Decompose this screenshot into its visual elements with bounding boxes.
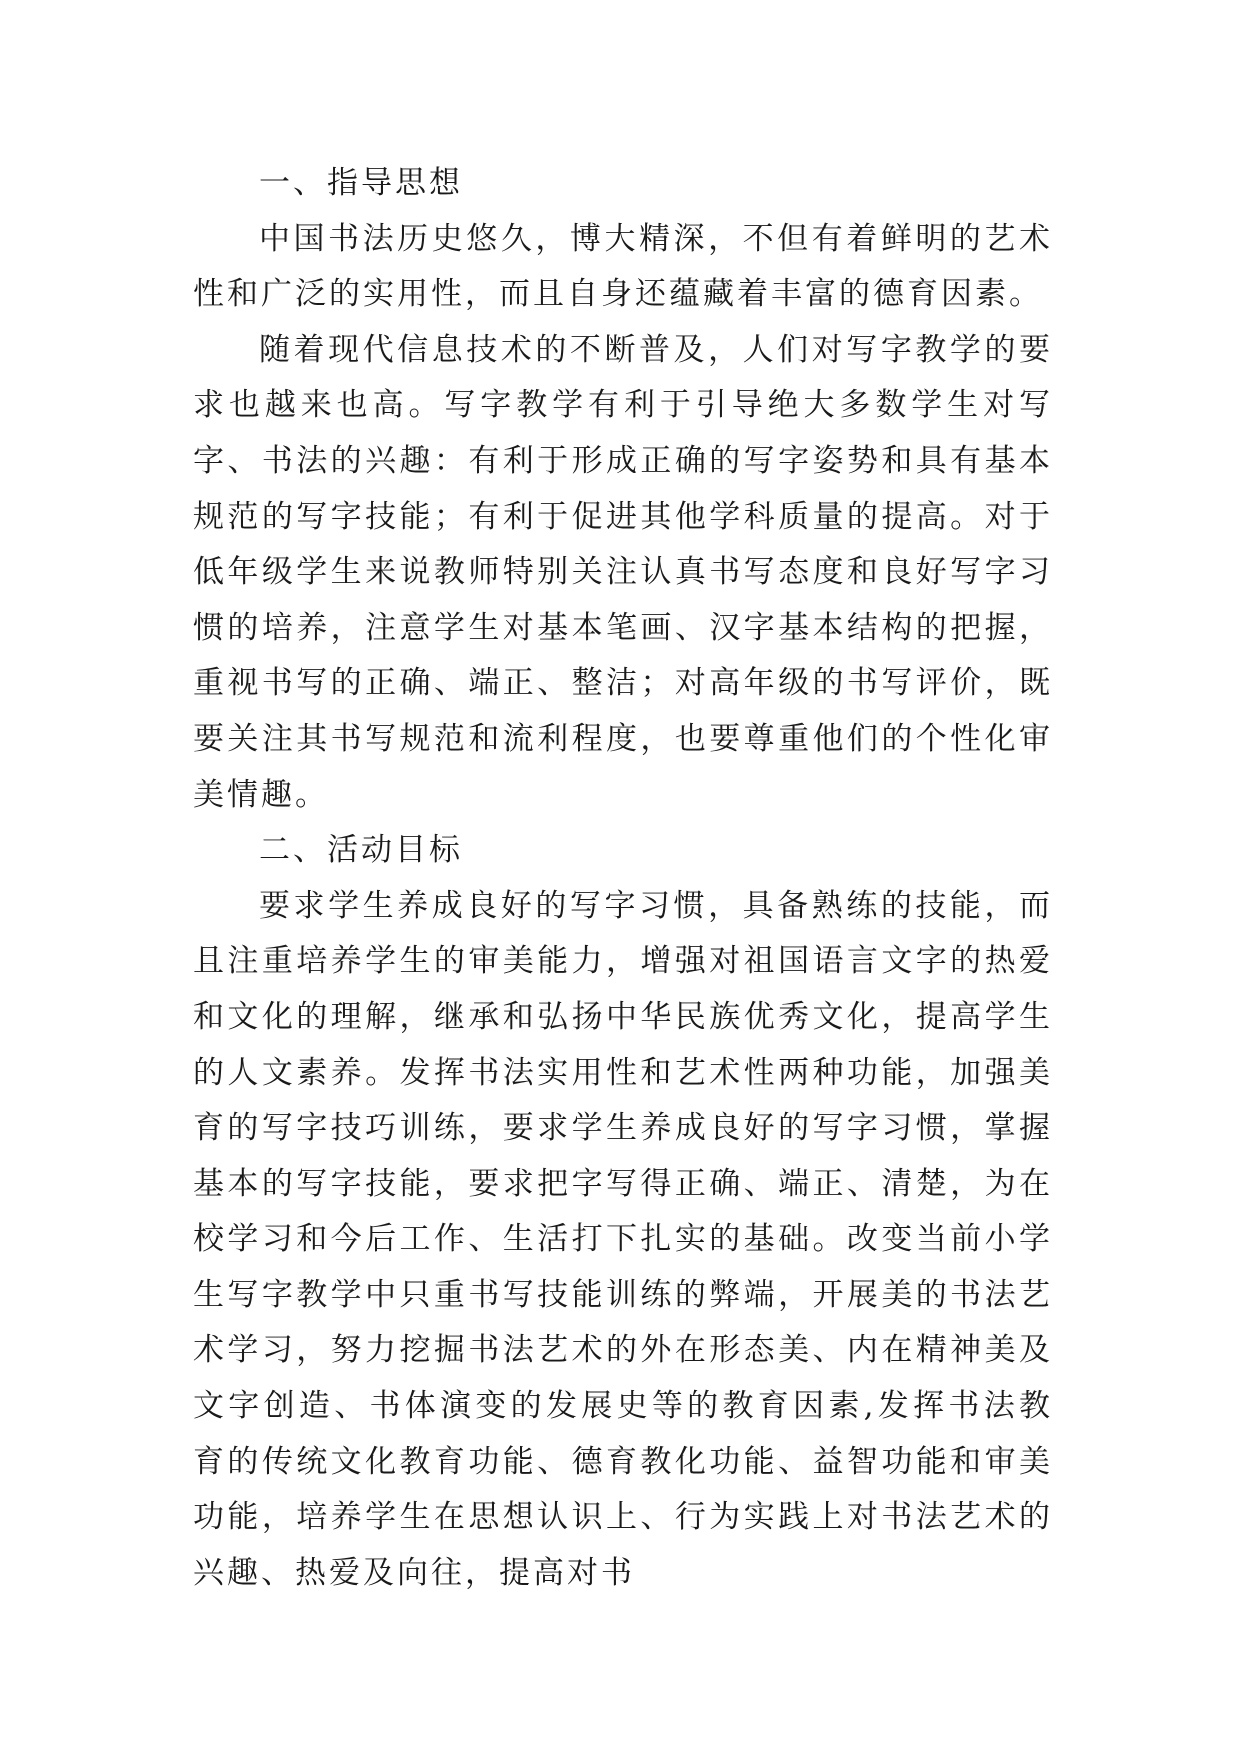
paragraph-activity-goals: 要求学生养成良好的写字习惯，具备熟练的技能，而且注重培养学生的审美能力，增强对祖国语言文字的热爱和文化的理解，继承和弘扬中华民族优秀文化，提高学生的人文素养。发挥书法实用性和艺术性两种功能，加强美育的写字技巧训练，要求学生养成良好的写字习惯，掌握基本的写字技能，要求把字写得正确、端正、清楚，为在校学习和今后工作、生活打下扎实的基础。改变当前小学生写字教学中只重书写技能训练的弊端，开展美的书法艺术学习，努力挖掘书法艺术的外在形态美、内在精神美及文字创造、书体演变的发展史等的教育因素,发挥书法教育的传统文化教育功能、德育教化功能、益智功能和审美功能，培养学生在思想认识上、行为实践上对书法艺术的兴趣、热爱及向往，提高对书 bbox=[193, 887, 1053, 1591]
section-heading-guiding-ideology: 一、指导思想 bbox=[259, 165, 463, 201]
document-body bbox=[193, 156, 1053, 1601]
section-heading-activity-goals: 二、活动目标 bbox=[259, 832, 463, 869]
paragraph-calligraphy-history: 中国书法历史悠久，博大精深，不但有着鲜明的艺术性和广泛的实用性，而且自身还蕴藏着丰富的德育因素。 bbox=[193, 220, 1053, 313]
paragraph-writing-teaching: 随着现代信息技术的不断普及，人们对写字教学的要求也越来也高。写字教学有利于引导绝大多数学生对写字、书法的兴趣：有利于形成正确的写字姿势和具有基本规范的写字技能；有利于促进其他学科质量的提高。对于低年级学生来说教师特别关注认真书写态度和良好写字习惯的培养，注意学生对基本笔画、汉字基本结构的把握，重视书写的正确、端正、整洁；对高年级的书写评价，既要关注其书写规范和流利程度，也要尊重他们的个性化审美情趣。 bbox=[193, 331, 1053, 813]
